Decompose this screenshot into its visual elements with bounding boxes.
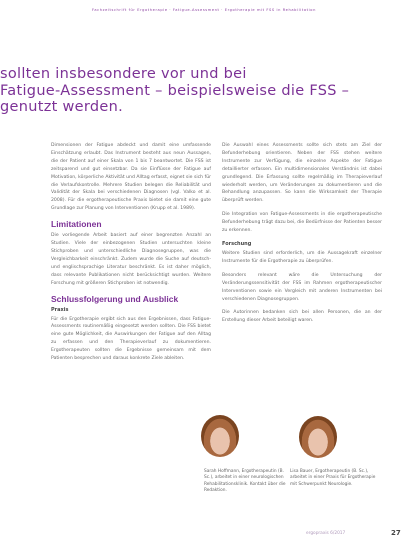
footer-issue: ergopraxis 6/2017 (306, 531, 346, 536)
section-heading-limitations: Limitationen (51, 219, 102, 230)
body-paragraph: Besonders relevant wäre die Untersuchung der Veränderungssensitivität der FSS im Rahmen ergotherapeutischer Interventionen sowie ein Vergleich mit anderen Instrumenten bei verschiedenen Diagnosegruppen. (222, 272, 382, 302)
author-caption: Sarah Hoffmann, Ergotherapeutin (B. Sc.), arbeitet in einer neurologischen Rehabilitationsklinik. Kontakt über die Redaktion. (204, 469, 286, 493)
pull-quote-line: genutzt werden. (0, 99, 124, 115)
subheading-research: Forschung (222, 240, 252, 247)
body-paragraph: Die Autorinnen bedanken sich bei allen Personen, die an der Erstellung dieser Arbeit beteiligt waren. (222, 310, 382, 324)
body-paragraph: Dimensionen der Fatigue abdeckt und damit eine umfassende Einschätzung erlaubt. Das Instrument besteht aus neun Aussagen, die der Patient auf einer Skala von 1 bis 7 beantwortet. Die FSS ist zeitsparend und gut einsetzbar. Da sie Einflüsse der Fatigue auf Motivation, körperliche Aktivität und Alltag erfasst, eignet sie sich für die Verlaufskontrolle. Mehrere Studien belegen die Reliabilität und Validität der Skala bei verschiedenen Diagnosen (vgl. Valko et al. 2008). Für die ergotherapeutische Praxis bietet sie damit eine gute Grundlage zur Planung von Interventionen (Krupp et al. 1989). (51, 143, 211, 212)
body-paragraph: Weitere Studien sind erforderlich, um die Aussagekraft einzelner Instrumente für die Ergotherapie zu überprüfen. (222, 250, 382, 264)
pull-quote (0, 66, 400, 116)
subheading-practice: Praxis (51, 306, 69, 313)
pull-quote-line: Fatigue-Assessment – beispielsweise die FSS – (0, 82, 350, 99)
pull-quote-line: sollten insbesondere vor und bei (0, 66, 247, 82)
right-column (222, 142, 382, 331)
body-paragraph: Die Integration von Fatigue-Assessments in die ergotherapeutische Befunderhebung trägt dazu bei, die Bedürfnisse der Patienten besser zu erkennen. (222, 212, 382, 234)
page-number: 27 (391, 529, 401, 537)
author-photo (299, 416, 337, 458)
left-column (51, 142, 211, 369)
author-caption: Lisa Bauer, Ergotherapeutin (B. Sc.), arbeitet in einer Praxis für Ergotherapie mit Schwerpunkt Neurologie. (290, 469, 376, 487)
section-heading-conclusion: Schlussfolgerung und Ausblick (51, 293, 179, 304)
body-paragraph: Für die Ergotherapie ergibt sich aus den Ergebnissen, dass Fatigue-Assessments routinemäßig eingesetzt werden sollten. Die FSS bietet eine gute Möglichkeit, die Auswirkungen der Fatigue auf den Alltag zu erfassen und den Therapieverlauf zu dokumentieren. Ergotherapeuten sollten die Ergebnisse gemeinsam mit dem Patienten besprechen und daraus konkrete Ziele ableiten. (51, 316, 211, 362)
running-header: Fachzeitschrift für Ergotherapie · Fatigue-Assessment · Ergotherapie mit FSS in Rehabilitation (92, 8, 316, 12)
author-photo (201, 415, 239, 457)
body-paragraph: Die Auswahl eines Assessments sollte sich stets am Ziel der Befunderhebung orientieren. Neben der FSS stehen weitere Instrumente zur Verfügung, die einzelne Aspekte der Fatigue detaillierter erfassen. Ein multidimensionales Verständnis ist dabei grundlegend. Die Erfassung sollte regelmäßig im Therapieverlauf wiederholt werden, um Veränderungen zu dokumentieren und die Behandlung anzupassen. So kann die Wirksamkeit der Therapie überprüft werden. (222, 143, 382, 204)
body-paragraph: Die vorliegende Arbeit basiert auf einer begrenzten Anzahl an Studien. Viele der einbezogenen Studien untersuchten kleine Stichproben und unterschiedliche Diagnosegruppen, was die Vergleichbarkeit einschränkt. Zudem wurde die Suche auf deutsch- und englischsprachige Literatur beschränkt. Es ist daher möglich, dass relevante Publikationen nicht berücksichtigt wurden. Weitere Forschung mit größeren Stichproben ist notwendig. (51, 233, 211, 286)
